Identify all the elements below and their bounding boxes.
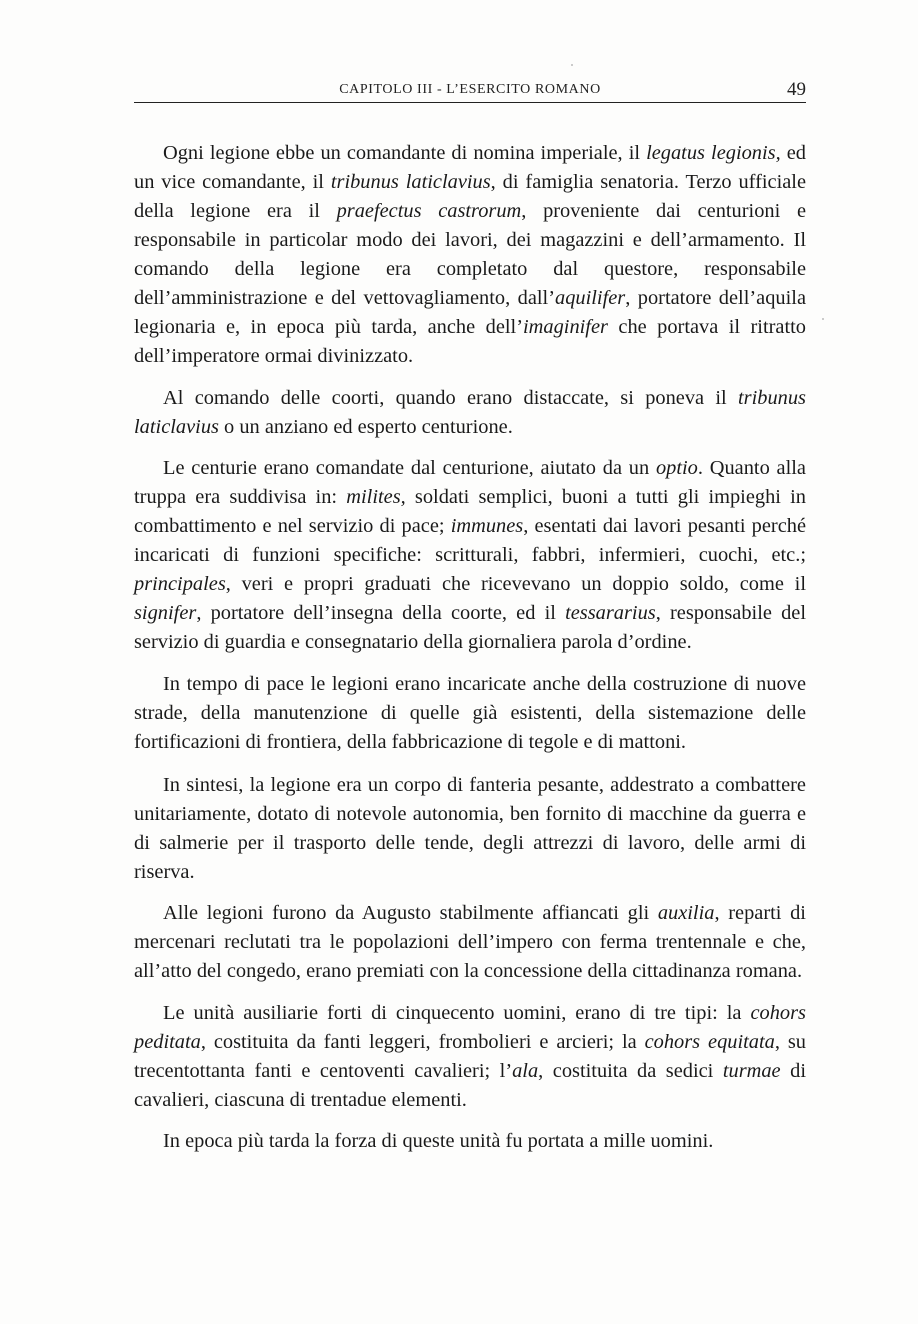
latin-term: tessararius <box>565 602 656 624</box>
latin-term: aquilifer <box>555 287 626 309</box>
text-run: , reparti di mercenari reclutati tra le popolazioni dell’impero con ferma trentennale e che, all’atto del congedo, erano premiati con la concessione della cittadinanza romana. <box>134 902 806 982</box>
paragraph-peacetime <box>134 670 806 757</box>
paragraph-summary <box>134 771 806 887</box>
text-run: , costituita da fanti leggeri, frombolieri e arcieri; la <box>200 1030 645 1053</box>
latin-term: ala <box>512 1059 539 1082</box>
text-run: Alle legioni furono da Augusto stabilmente affiancati gli <box>163 902 658 924</box>
scan-speck <box>822 318 824 320</box>
text-run: , portatore dell’aquila legionaria e, in epoca più tarda, anche dell’ <box>134 287 806 338</box>
latin-term: legatus legionis, <box>646 142 781 164</box>
text-run: . Quanto alla truppa era suddivisa in: <box>134 457 806 508</box>
text-run: ed un vice comandante, il <box>134 142 806 193</box>
latin-term: signifer <box>134 602 197 624</box>
paragraph-auxiliary-units <box>134 999 806 1115</box>
text-run: , responsabile del servizio di guardia e consegnatario della giornaliera parola d’ordine. <box>134 602 806 653</box>
text-run: , costituita da sedici <box>538 1059 723 1082</box>
text-run: , di famiglia senatoria. Terzo ufficiale della legione era il <box>134 171 807 222</box>
text-run: Le unità ausiliarie forti di cinquecento uomini, erano di tre tipi: la <box>163 1001 751 1024</box>
text-run: che portava il ritratto dell’imperatore ormai divinizzato. <box>134 316 806 367</box>
text-run: soldati semplici, buoni a tutti gli impieghi in combattimento e nel servizio di pace; <box>134 486 806 537</box>
text-run: , proveniente dai centurioni e responsabile in particolar modo dei lavori, dei magazzini e dell’armamento. Il comando della legione era completato dal questore, responsabile dell’amministrazione e del vettovagliamento, dall’ <box>134 200 806 309</box>
text-run: , veri e propri graduati che ricevevano un doppio soldo, come il <box>225 573 806 595</box>
text-run: Ogni legione ebbe un comandante di nomina imperiale, il <box>163 142 647 164</box>
text-run: , su trecentottanta fanti e centoventi cavalieri; l’ <box>134 1030 806 1082</box>
text-run: In epoca più tarda la forza di queste unità fu portata a mille uomini. <box>163 1130 714 1152</box>
text-run: Al comando delle coorti, quando erano distaccate, si poneva il <box>163 386 739 409</box>
text-run: Le centurie erano comandate dal centurione, aiutato da un <box>163 457 656 479</box>
latin-term: optio <box>655 457 698 479</box>
latin-term: imaginifer <box>523 316 608 338</box>
latin-term: immunes <box>450 515 524 537</box>
text-run: , esentati dai lavori pesanti perché incaricati di funzioni specifiche: scritturali, fabbri, infermieri, cuochi, etc.; <box>134 515 806 566</box>
text-run: o un anziano ed esperto centurione. <box>218 415 513 438</box>
latin-term: auxilia <box>657 902 715 924</box>
latin-term: milites, <box>346 486 406 508</box>
page-number: 49 <box>787 79 806 100</box>
body-text <box>134 139 806 1169</box>
paragraph-centuries <box>134 454 806 657</box>
text-run: In tempo di pace le legioni erano incaricate anche della costruzione di nuove strade, della manutenzione di quelle già esistenti, della sistemazione delle fortificazioni di frontiera, della fabbricazione di tegole e di mattoni. <box>134 672 806 753</box>
latin-term: tribunus laticlavius <box>330 171 491 193</box>
paragraph-later-epoch <box>134 1127 806 1156</box>
latin-term: turmae <box>722 1059 781 1082</box>
latin-term: praefectus castrorum <box>336 200 522 222</box>
latin-term: tribunus laticlavius <box>134 386 806 438</box>
scan-speck <box>571 64 573 66</box>
latin-term: principales <box>134 573 226 595</box>
text-run: In sintesi, la legione era un corpo di fanteria pesante, addestrato a combattere unitariamente, dotato di notevole autonomia, ben fornito di macchine da guerra e di salmerie per il trasporto delle tende, degli attrezzi di lavoro, delle armi di riserva. <box>134 773 806 883</box>
text-run: , portatore dell’insegna della coorte, ed il <box>196 602 566 624</box>
paragraph-auxilia <box>134 899 806 986</box>
page-header <box>134 80 806 103</box>
paragraph-cohorts <box>134 384 806 442</box>
paragraph-officers <box>134 139 806 371</box>
text-run: di cavalieri, ciascuna di trentadue elementi. <box>134 1059 806 1111</box>
running-title: CAPITOLO III - L’ESERCITO ROMANO <box>339 82 601 97</box>
latin-term: cohors equitata <box>644 1030 775 1053</box>
latin-term: cohors peditata <box>134 1001 806 1053</box>
